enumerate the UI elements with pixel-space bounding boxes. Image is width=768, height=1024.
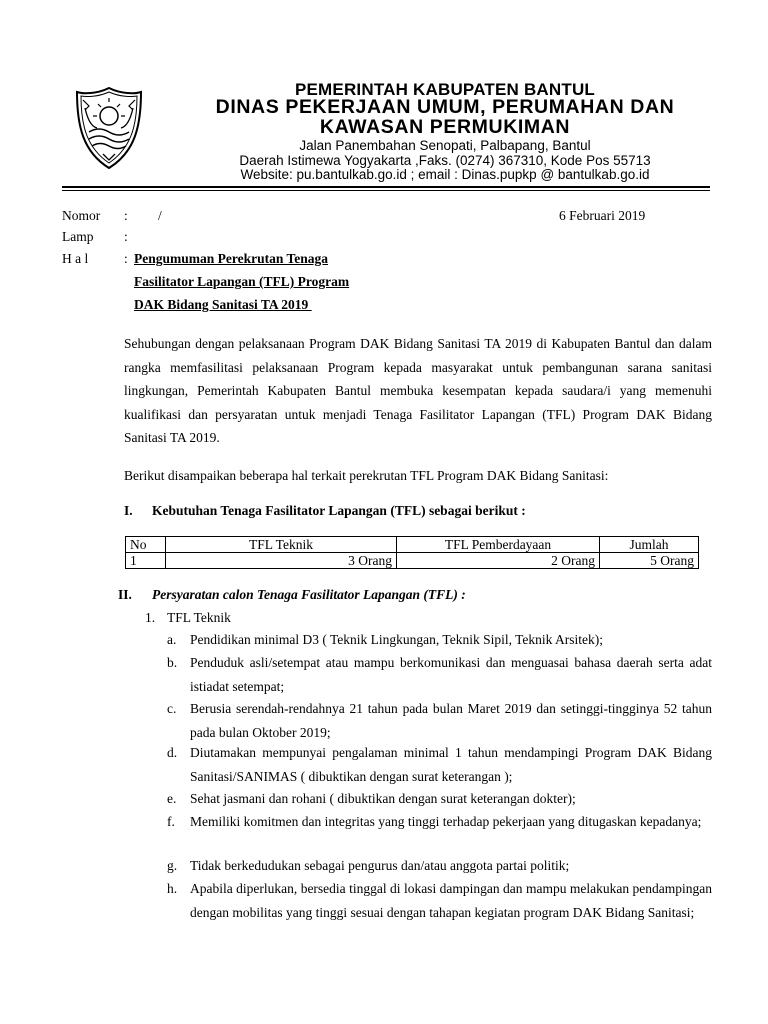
letterhead-department-line2: KAWASAN PERMUKIMAN <box>319 116 571 138</box>
table-header-cell: TFL Pemberdayaan <box>397 537 600 553</box>
table-cell: 1 <box>126 553 166 569</box>
list-item-label: g. <box>167 858 178 873</box>
letterhead-government: PEMERINTAH KABUPATEN BANTUL <box>294 80 596 99</box>
list-item-label: h. <box>167 881 178 896</box>
list-item <box>167 628 712 652</box>
hal-subject-line2: Fasilitator Lapangan (TFL) Program <box>134 274 350 289</box>
list-item <box>167 787 712 811</box>
list-item <box>167 810 712 834</box>
table-header-cell: TFL Teknik <box>166 537 397 553</box>
lamp-colon: : <box>124 229 128 244</box>
list-item-text: Berusia serendah-rendahnya 21 tahun pada bulan Maret 2019 dan setinggi-tingginya 52 tahun pada bulan Oktober 2019; <box>190 701 712 740</box>
table-header-cell: No <box>126 537 166 553</box>
list-item <box>167 741 712 788</box>
letterhead-address-street: Jalan Panembahan Senopati, Palbapang, Bantul <box>299 138 591 153</box>
list-item-label: f. <box>167 814 175 829</box>
list-item-label: c. <box>167 701 177 716</box>
letterhead-department-line1: DINAS PEKERJAAN UMUM, PERUMAHAN DAN <box>215 96 675 118</box>
hal-subject-line3: DAK Bidang Sanitasi TA 2019 <box>134 297 312 312</box>
list-item-text: Pendidikan minimal D3 ( Teknik Lingkungan, Teknik Sipil, Teknik Arsitek); <box>190 632 604 647</box>
list-item-text: Diutamakan mempunyai pengalaman minimal 1 tahun mendampingi Program DAK Bidang Sanitasi/SANIMAS ( dibuktikan dengan surat keterangan ); <box>190 745 712 784</box>
intro-paragraph: Sehubungan dengan pelaksanaan Program DAK Bidang Sanitasi TA 2019 di Kabupaten Bantul dan dalam rangka memfasilitasi pelaksanaan Program kepada masyarakat untuk pembangunan sarana sanitasi lingkungan, Pemerintah Kabupaten Bantul membuka kesempatan kepada saudara/i yang memenuhi kualifikasi dan persyaratan untuk menjadi Tenaga Fasilitator Lapangan (TFL) Program DAK Bidang Sanitasi TA 2019. <box>124 336 712 446</box>
table-cell: 2 Orang <box>397 553 600 569</box>
list-item <box>167 877 712 924</box>
nomor-colon: : <box>124 208 128 223</box>
section2-numeral: II. <box>118 587 132 602</box>
hal-colon: : <box>124 251 128 266</box>
nomor-label: Nomor <box>62 208 101 223</box>
letterhead-divider-thin <box>62 190 710 191</box>
letterhead-website: Website: pu.bantulkab.go.id ; email : Dinas.pupkp @ bantulkab.go.id <box>240 167 650 182</box>
table-cell: 5 Orang <box>600 553 699 569</box>
list-item-label: d. <box>167 745 178 760</box>
list-item-text: Sehat jasmani dan rohani ( dibuktikan dengan surat keterangan dokter); <box>190 791 576 806</box>
letterhead-divider-thick <box>62 186 710 188</box>
list-item-text: Apabila diperlukan, bersedia tinggal di lokasi dampingan dan mampu melakukan pendampingan dengan mobilitas yang tinggi sesuai dengan tahapan kegiatan program DAK Bidang Sanitasi; <box>190 881 712 920</box>
letterhead-address-region: Daerah Istimewa Yogyakarta ,Faks. (0274) 367310, Kode Pos 55713 <box>239 153 651 168</box>
info-paragraph: Berikut disampaikan beberapa hal terkait perekrutan TFL Program DAK Bidang Sanitasi: <box>124 468 609 483</box>
section2-heading: Persyaratan calon Tenaga Fasilitator Lapangan (TFL) : <box>152 587 466 602</box>
tfl-needs-table <box>125 536 699 569</box>
letter-date: 6 Februari 2019 <box>559 208 646 223</box>
list-item-text: Penduduk asli/setempat atau mampu berkomunikasi dan menguasai bahasa daerah serta adat istiadat setempat; <box>190 655 712 694</box>
bantul-emblem-icon <box>75 86 143 170</box>
list-item-text: Tidak berkedudukan sebagai pengurus dan/atau anggota partai politik; <box>190 858 570 873</box>
section1-numeral: I. <box>124 503 133 518</box>
table-header-row <box>126 537 699 553</box>
list-item <box>167 651 712 698</box>
sub-number: 1. <box>145 610 156 625</box>
table-cell: 3 Orang <box>166 553 397 569</box>
list-item-text: Memiliki komitmen dan integritas yang tinggi terhadap pekerjaan yang ditugaskan kepadanya; <box>190 814 702 829</box>
list-item-label: e. <box>167 791 177 806</box>
list-item-label: b. <box>167 655 178 670</box>
section1-heading: Kebutuhan Tenaga Fasilitator Lapangan (TFL) sebagai berikut : <box>152 503 526 518</box>
hal-label: H a l <box>62 251 89 266</box>
list-item <box>167 697 712 744</box>
nomor-value: / <box>158 208 162 223</box>
table-row <box>126 553 699 569</box>
sub-title: TFL Teknik <box>167 610 231 625</box>
lamp-label: Lamp <box>62 229 94 244</box>
list-item <box>167 854 712 878</box>
list-item-label: a. <box>167 632 177 647</box>
table-header-cell: Jumlah <box>600 537 699 553</box>
hal-subject-line1: Pengumuman Perekrutan Tenaga <box>134 251 329 266</box>
